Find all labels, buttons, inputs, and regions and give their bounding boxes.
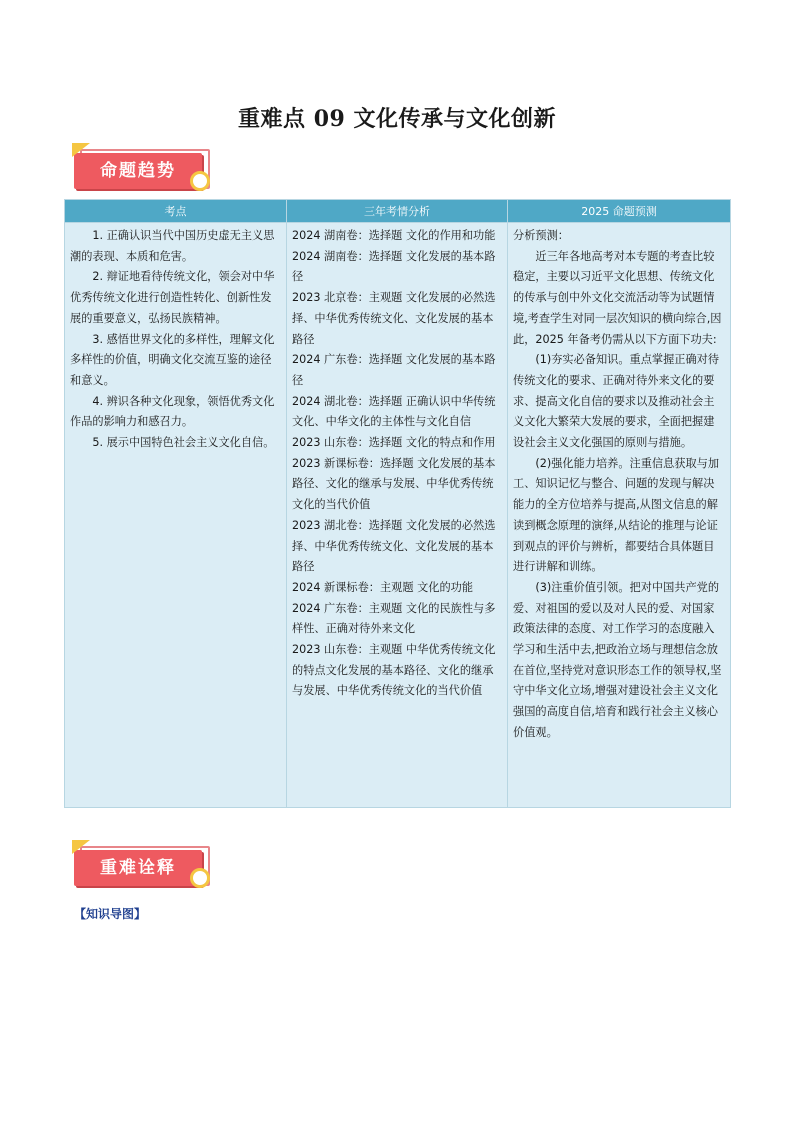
header-2025-prediction: 2025 命题预测 bbox=[508, 200, 731, 223]
badge-ring-icon bbox=[190, 171, 210, 191]
prediction-cell bbox=[508, 223, 731, 808]
header-three-year-analysis: 三年考情分析 bbox=[287, 200, 508, 223]
table-row bbox=[65, 223, 731, 808]
prediction-point: (2)强化能力培养。注重信息获取与加工、知识记忆与整合、问题的发现与解决能力的全方位培养与提高,从图文信息的解读到概念原理的演绎,从结论的推理与论证到观点的评价与辨析，都要结合具体题目进行讲解和训练。 bbox=[513, 456, 720, 574]
analysis-item: 2024 湖南卷：选择题 文化发展的基本路径 bbox=[292, 249, 496, 284]
prediction-intro: 分析预测： bbox=[513, 229, 569, 242]
badge-ring-icon bbox=[190, 868, 210, 888]
prediction-lead: 近三年各地高考对本专题的考查比较稳定，主要以习近平文化思想、传统文化的传承与创中外文化交流活动等为试题情境,考查学生对同一层次知识的横向综合,因此，2025 年备考仍需从以下方面下功夫: bbox=[513, 249, 722, 346]
analysis-item: 2023 湖北卷：选择题 文化发展的必然选择、中华优秀传统文化、文化发展的基本路径 bbox=[292, 518, 496, 574]
prediction-point: (3)注重价值引领。把对中国共产党的爱、对祖国的爱以及对人民的爱、对国家政策法律的态度、对工作学习的态度融入学习和生活中去,把政治立场与理想信念放在首位,坚持党对意识形态工作的领导权,坚守中华文化立场,增强对建设社会主义文化强国的高度自信,培育和践行社会主义核心价值观。 bbox=[513, 580, 722, 739]
badge-label: 命题趋势 bbox=[100, 161, 176, 181]
exam-point-item: 5. 展示中国特色社会主义文化自信。 bbox=[92, 436, 275, 450]
analysis-item: 2023 北京卷：主观题 文化发展的必然选择、中华优秀传统文化、文化发展的基本路径 bbox=[292, 291, 496, 346]
exam-point-item: 4. 辨识各种文化现象，领悟优秀文化作品的影响力和感召力。 bbox=[70, 394, 275, 429]
exam-points-cell bbox=[65, 223, 287, 808]
exam-point-item: 3. 感悟世界文化的多样性，理解文化多样性的价值，明确文化交流互鉴的途径和意义。 bbox=[70, 332, 275, 387]
section-badge-trend bbox=[70, 143, 218, 195]
trend-table bbox=[64, 199, 731, 808]
knowledge-map-heading: 【知识导图】 bbox=[74, 907, 147, 921]
analysis-item: 2023 新课标卷：选择题 文化发展的基本路径、文化的继承与发展、中华优秀传统文化的当代价值 bbox=[292, 456, 496, 512]
analysis-cell bbox=[287, 223, 508, 808]
analysis-item: 2024 广东卷：选择题 文化发展的基本路径 bbox=[292, 353, 496, 387]
prediction-point: (1)夯实必备知识。重点掌握正确对待传统文化的要求、正确对待外来文化的要求、提高文化自信的要求以及推动社会主义文化大繁荣大发展的要求，全面把握建设社会主义文化强国的原则与措施。 bbox=[513, 353, 720, 450]
analysis-item: 2024 湖北卷：选择题 正确认识中华传统文化、中华文化的主体性与文化自信 bbox=[292, 394, 496, 429]
analysis-item: 2023 山东卷：主观题 中华优秀传统文化的特点文化发展的基本路径、文化的继承与发展、中华优秀传统文化的当代价值 bbox=[292, 643, 496, 698]
page-title: 重难点 09 文化传承与文化创新 bbox=[238, 106, 556, 132]
analysis-item: 2023 山东卷：选择题 文化的特点和作用 bbox=[292, 436, 496, 450]
exam-point-item: 1. 正确认识当代中国历史虚无主义思潮的表现、本质和危害。 bbox=[70, 229, 275, 263]
header-exam-point: 考点 bbox=[65, 200, 287, 223]
analysis-item: 2024 新课标卷：主观题 文化的功能 bbox=[292, 580, 474, 594]
badge-label: 重难诠释 bbox=[100, 858, 176, 878]
analysis-item: 2024 广东卷：主观题 文化的民族性与多样性、正确对待外来文化 bbox=[292, 601, 496, 636]
analysis-item: 2024 湖南卷：选择题 文化的作用和功能 bbox=[292, 229, 496, 242]
exam-point-item: 2. 辩证地看待传统文化，领会对中华优秀传统文化进行创造性转化、创新性发展的重要意义，弘扬民族精神。 bbox=[70, 270, 275, 325]
section-badge-explain bbox=[70, 840, 218, 892]
table-header-row bbox=[65, 200, 731, 223]
